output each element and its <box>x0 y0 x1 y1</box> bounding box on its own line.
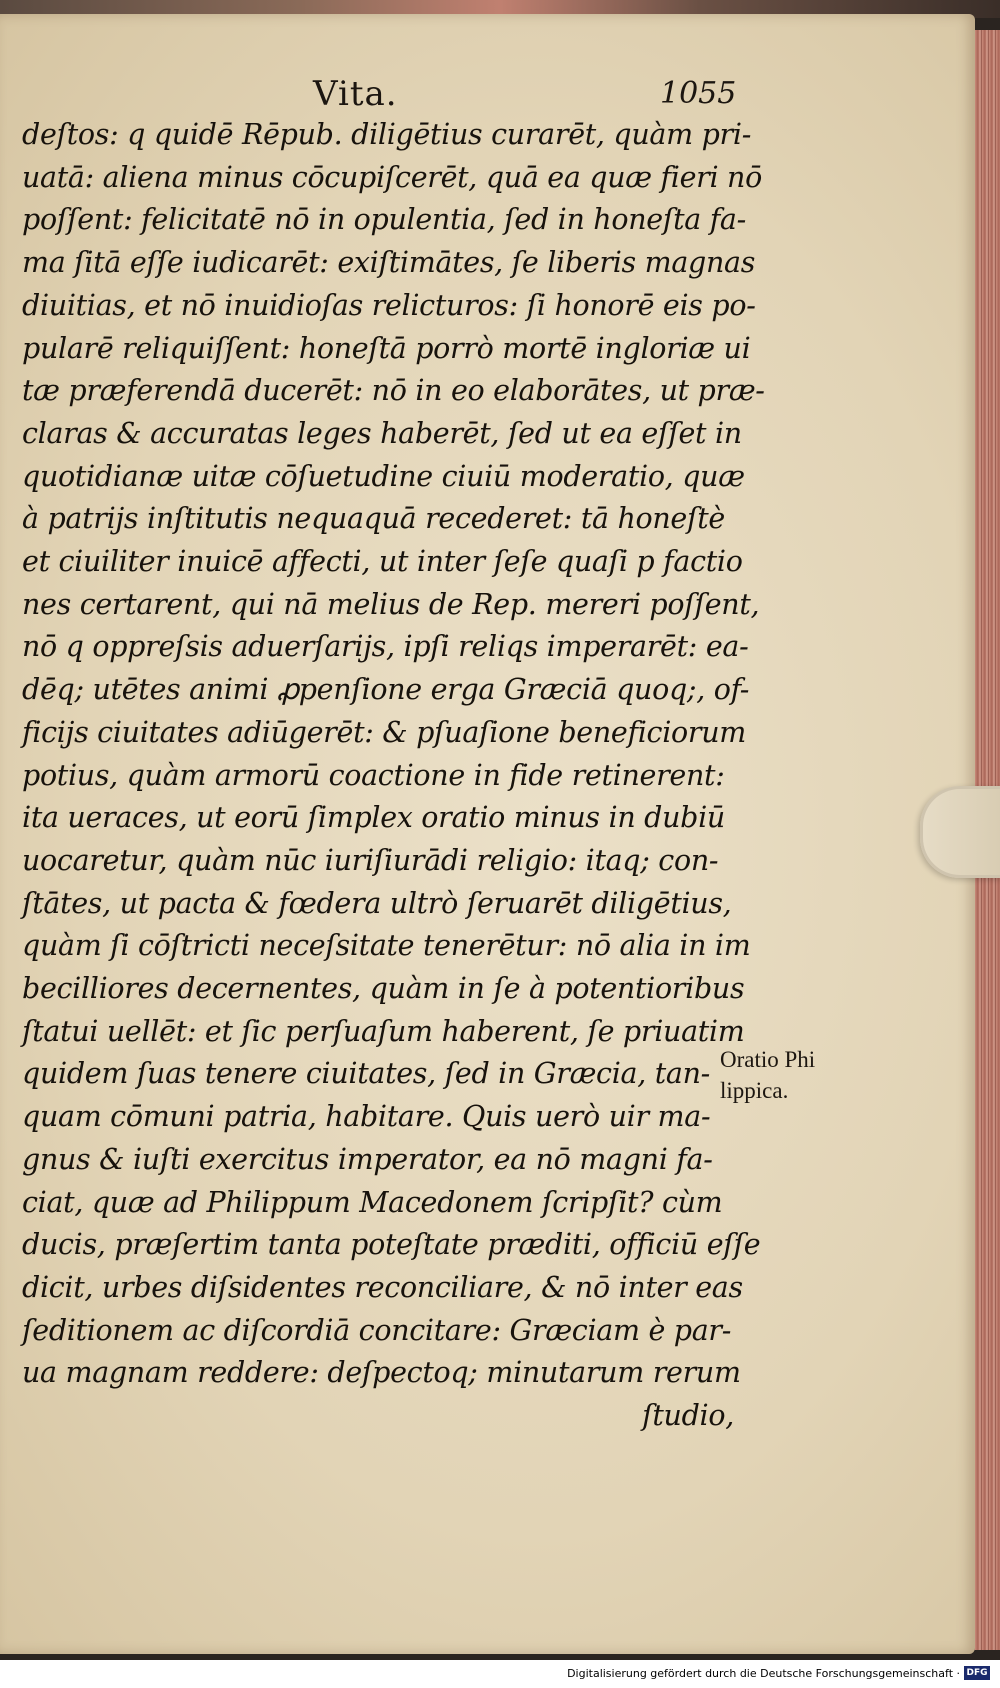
marginal-note-line: lippica. <box>720 1078 789 1103</box>
text-line: dicit, urbes diſsidentes reconciliare, & nō inter eas <box>22 1270 743 1304</box>
text-line: gnus & iuſti exercitus imperator, ea nō magni fa- <box>22 1142 713 1176</box>
text-line: et ciuiliter inuicē affecti, ut inter ſeſe quaſi p factio <box>22 545 743 579</box>
text-line: uocaretur, quàm nūc iuriſiurādi religio: itaq; con- <box>22 843 719 877</box>
marginal-note-line: Oratio Phi <box>720 1047 816 1072</box>
text-line: ſeditionem ac diſcordiā concitare: Græciam è par- <box>22 1313 732 1347</box>
text-line: ficijs ciuitates adiūgerēt: & pſuaſione beneficiorum <box>22 715 746 749</box>
text-line: becilliores decernentes, quàm in ſe à potentioribus <box>22 972 745 1006</box>
book-page <box>0 14 975 1654</box>
text-line: potius, quàm armorū coactione in fide retinerent: <box>22 758 725 792</box>
text-line: nes certarent, qui nā melius de Rep. mereri poſſent, <box>22 587 760 621</box>
text-line: quàm ſi cōſtricti neceſsitate tenerētur: nō alia in im <box>22 929 751 963</box>
text-line: quotidianæ uitæ cōſuetudine ciuiū moderatio, quæ <box>22 459 745 493</box>
running-title: Vita. <box>313 74 398 114</box>
text-line: tæ præferendā ducerēt: nō in eo elaborātes, ut præ- <box>22 374 765 408</box>
text-line: à patrijs inſtitutis nequaquā recederet: tā honeſtè <box>22 502 725 536</box>
text-line: quam cōmuni patria, habitare. Quis uerò uir ma- <box>22 1100 711 1134</box>
text-line: poſſent: felicitatē nō in opulentia, ſed in honeſta fa- <box>22 203 746 237</box>
footer-bar <box>0 1660 1000 1688</box>
text-line: ita ueraces, ut eorū ſimplex oratio minus in dubiū <box>22 801 725 835</box>
page-header <box>0 74 760 114</box>
marginal-note <box>720 1044 820 1106</box>
text-line: pularē reliquiſſent: honeſtā porrò mortē ingloriæ ui <box>22 331 751 365</box>
text-line: claras & accuratas leges haberēt, ſed ut ea eſſet in <box>22 416 742 450</box>
text-line: ſtatui uellēt: et ſic perſuaſum haberent, ſe priuatim <box>22 1014 745 1048</box>
text-line: uatā: aliena minus cōcupiſcerēt, quā ea quæ fieri nō <box>22 160 762 194</box>
text-line: ducis, præſertim tanta poteſtate præditi, officiū eſſe <box>22 1228 761 1262</box>
text-line: nō q oppreſsis aduerſarijs, ipſi reliqs imperarēt: ea- <box>22 630 749 664</box>
digitization-credit: Digitalisierung gefördert durch die Deutsche Forschungsgemeinschaft · <box>567 1667 960 1680</box>
page-clip <box>920 786 1000 878</box>
text-line: ciat, quæ ad Philippum Macedonem ſcripſit? cùm <box>22 1185 723 1219</box>
text-line: deſtos: q quidē Rēpub. diligētius curarēt, quàm pri- <box>22 118 752 151</box>
catchword: ſtudio, <box>642 1399 734 1433</box>
text-line: ua magnam reddere: deſpectoq; minutarum rerum <box>22 1356 741 1390</box>
text-line: ſtātes, ut pacta & fœdera ultrò ſeruarēt diligētius, <box>22 886 732 920</box>
text-line: ma ſitā eſſe iudicarēt: exiſtimātes, ſe liberis magnas <box>22 246 756 280</box>
text-line: dēq; utētes animi ꝓpenſione erga Græciā quoq;, of- <box>22 673 750 707</box>
page-number: 1055 <box>660 76 737 111</box>
text-line: diuitias, et nō inuidioſas relicturos: ſi honorē eis po- <box>22 288 756 322</box>
dfg-logo: DFG <box>964 1666 990 1680</box>
text-line: quidem ſuas tenere ciuitates, ſed in Græcia, tan- <box>22 1057 710 1091</box>
